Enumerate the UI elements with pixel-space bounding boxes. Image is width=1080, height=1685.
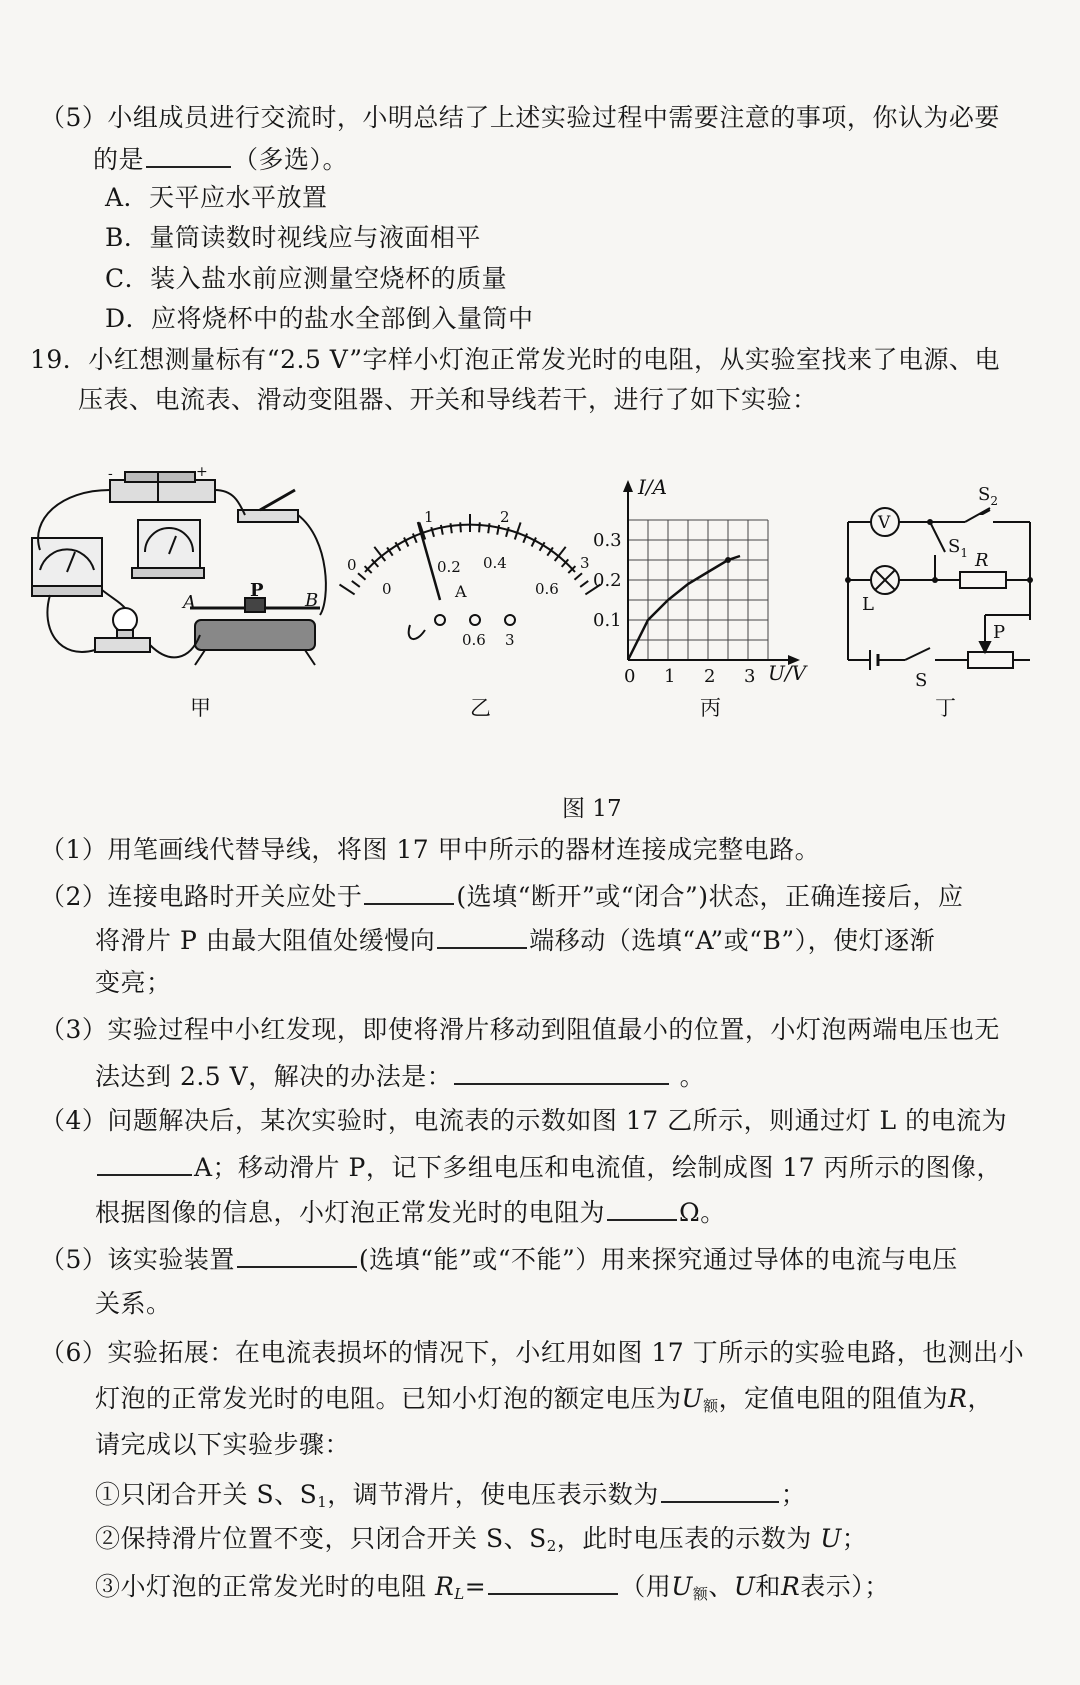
step1-sub: 1	[317, 1493, 328, 1511]
part4-line1: （4）问题解决后，某次实验时，电流表的示数如图 17 乙所示，则通过灯 L 的电流为	[40, 1106, 1008, 1135]
part4-text-c: 根据图像的信息，小灯泡正常发光时的电阻为	[95, 1198, 606, 1227]
step3-u2: U	[733, 1572, 756, 1601]
answer-blank-q18-5[interactable]	[146, 140, 231, 168]
part4-line3	[95, 1193, 726, 1231]
option-a: A．天平应水平放置	[105, 183, 328, 212]
step3-u1-sub: 额	[692, 1585, 709, 1603]
dial-bottom-04: 0.4	[483, 554, 507, 572]
step2	[95, 1521, 867, 1564]
dial-tick	[488, 523, 489, 533]
dial-tick	[575, 573, 583, 580]
part2-text-a: （2）连接电路时开关应处于	[40, 882, 363, 911]
part5-text-b: (选填“能”或“不能”）用来探究通过导体的电流与电压	[358, 1245, 958, 1274]
option-b: B．量筒读数时视线应与液面相平	[105, 223, 481, 252]
part2-line2	[95, 921, 935, 959]
part4-text-b: A；移动滑片 P，记下多组电压和电流值，绘制成图 17 丙所示的图像，	[194, 1153, 1003, 1182]
step3-text-a: ③小灯泡的正常发光时的电阻	[95, 1572, 427, 1601]
dial-tick	[352, 581, 360, 587]
part6-u-sub: 额	[703, 1397, 719, 1415]
ytick-03: 0.3	[593, 530, 622, 551]
schematic-s1-label	[948, 536, 968, 560]
ytick-02: 0.2	[593, 570, 622, 591]
option-d: D．应将烧杯中的盐水全部倒入量筒中	[105, 304, 534, 333]
xtick-1: 1	[664, 666, 676, 687]
dial-tick	[340, 585, 355, 595]
option-c: C．装入盐水前应测量空烧杯的质量	[105, 264, 508, 293]
part6-r: R	[948, 1384, 968, 1413]
figure-caption: 图 17	[562, 796, 622, 822]
dial-tick	[460, 522, 461, 532]
part6-text-b2: ，定值电阻的阻值为	[718, 1384, 949, 1413]
schematic-s2-label	[978, 484, 998, 508]
part3-text-c: 。	[679, 1062, 706, 1091]
rheostat-slider-p: P	[250, 580, 264, 601]
q19-stem-line2: 压表、电流表、滑动变阻器、开关和导线若干，进行了如下实验：	[78, 385, 818, 414]
s1-main: S	[948, 536, 961, 557]
dial-bottom-06: 0.6	[535, 580, 559, 598]
part4-line2	[95, 1148, 1002, 1186]
answer-blank-2-1[interactable]	[364, 877, 454, 905]
iu-curve	[628, 556, 740, 660]
schematic-l-label: L	[862, 594, 874, 615]
dial-tick	[358, 573, 366, 580]
step3-r-sub: L	[454, 1585, 465, 1603]
part1: （1）用笔画线代替导线，将图 17 甲中所示的器材连接成完整电路。	[40, 835, 821, 864]
q19-stem-line1: 19．小红想测量标有“2.5 V”字样小灯泡正常发光时的电阻，从实验室找来了电源、电	[30, 345, 1001, 374]
step2-sub: 2	[546, 1537, 557, 1555]
part3-line2	[95, 1057, 705, 1095]
dial-ticks	[340, 514, 601, 594]
answer-blank-2-2[interactable]	[437, 921, 527, 949]
step3-text-b: （用	[620, 1572, 672, 1601]
node-left	[845, 577, 851, 583]
dial-bottom-zero: 0	[382, 580, 392, 598]
step2-text-b: ，此时电压表的示数为	[556, 1524, 812, 1553]
part5-line1	[40, 1240, 958, 1278]
q18-part5-text-b: （多选）。	[233, 145, 349, 174]
figure-17	[0, 460, 1080, 750]
part6-u: U	[681, 1384, 704, 1413]
figure-ding-schematic	[848, 508, 1030, 670]
answer-blank-3[interactable]	[454, 1057, 669, 1085]
s2-sub: 2	[990, 494, 998, 508]
ytick-01: 0.1	[593, 610, 622, 631]
step3-text-e: 表示）；	[800, 1572, 890, 1601]
answer-blank-4-1[interactable]	[97, 1148, 192, 1176]
terminal-06: 0.6	[462, 631, 486, 649]
schematic-p-label: P	[993, 622, 1006, 643]
dial-tick	[515, 522, 521, 539]
schematic-r-label: R	[975, 550, 989, 571]
step3-r: R	[434, 1572, 455, 1601]
graph-xlabel: U/V	[768, 661, 807, 685]
subfig-label-ding: 丁	[935, 696, 956, 720]
step3-text-c: 、	[708, 1572, 734, 1601]
part5-text-a: （5）该实验装置	[40, 1245, 235, 1274]
graph-grid	[628, 520, 768, 660]
part6-line1: （6）实验拓展：在电流表损坏的情况下，小红用如图 17 丁所示的实验电路，也测出小	[40, 1338, 1025, 1367]
subfig-label-jia: 甲	[190, 696, 211, 720]
part6-text-b3: ，	[967, 1384, 993, 1413]
figure-bing-graph	[623, 480, 800, 665]
dial-top-zero: 0	[347, 556, 357, 574]
part2-text-c: 将滑片 P 由最大阻值处缓慢向	[95, 926, 436, 955]
part3-text-b: 法达到 2.5 V，解决的办法是：	[95, 1062, 453, 1091]
schematic-s-label: S	[915, 670, 928, 691]
curve-endpoint	[725, 557, 731, 563]
xtick-0: 0	[624, 666, 636, 687]
s2-main: S	[978, 484, 991, 505]
dial-unit-a: A	[455, 582, 467, 601]
answer-blank-6-3[interactable]	[488, 1567, 618, 1595]
part6-line3: 请完成以下实验步骤：	[95, 1430, 351, 1459]
rheostat-terminal-a: A	[183, 592, 196, 613]
s1-sub: 1	[960, 546, 968, 560]
step3	[95, 1567, 890, 1612]
answer-blank-6-1[interactable]	[661, 1475, 779, 1503]
step1-text-b: ，调节滑片，使电压表示数为	[327, 1480, 659, 1509]
step2-text-a: ②保持滑片位置不变，只闭合开关 S、S	[95, 1524, 547, 1553]
q18-part5-line2	[93, 140, 348, 178]
dial-top-1: 1	[424, 508, 434, 526]
subfig-label-yi: 乙	[470, 696, 491, 720]
part2-line3: 变亮；	[95, 968, 172, 997]
step3-text-d: 和	[755, 1572, 781, 1601]
part4-text-d: Ω。	[679, 1198, 726, 1227]
dial-tick	[451, 523, 452, 533]
part3-line1: （3）实验过程中小红发现，即使将滑片移动到阻值最小的位置，小灯泡两端电压也无	[40, 1015, 1000, 1044]
step3-u1: U	[671, 1572, 693, 1601]
graph-ylabel: I/A	[638, 475, 668, 499]
dial-top-3: 3	[580, 554, 590, 572]
part2-text-b: (选填“断开”或“闭合”)状态，正确连接后，应	[456, 882, 964, 911]
step2-u: U	[820, 1524, 842, 1553]
step3-eq: =	[464, 1572, 487, 1601]
step2-text-c: ；	[841, 1524, 868, 1553]
terminal-3: 3	[505, 631, 515, 649]
xtick-3: 3	[744, 666, 756, 687]
part6-line2	[95, 1381, 993, 1424]
node-right	[1027, 577, 1033, 583]
part6-text-b1: 灯泡的正常发光时的电阻。已知小灯泡的额定电压为	[95, 1384, 682, 1413]
step3-r2: R	[780, 1572, 801, 1601]
schematic-voltmeter-label: V	[878, 513, 891, 533]
subfig-label-bing: 丙	[700, 696, 721, 720]
step1-text-c: ；	[780, 1480, 807, 1509]
dial-top-2: 2	[500, 508, 510, 526]
figure-jia-apparatus	[32, 472, 326, 665]
answer-blank-5[interactable]	[237, 1240, 357, 1268]
dial-tick	[580, 581, 588, 587]
q18-part5-line1: （5）小组成员进行交流时，小明总结了上述实验过程中需要注意的事项，你认为必要	[40, 103, 1000, 132]
dial-tick	[479, 522, 480, 532]
y-axis-arrow	[623, 480, 633, 492]
part5-line2: 关系。	[95, 1289, 172, 1318]
q18-part5-text-a: 的是	[93, 145, 145, 174]
battery-plus-label: +	[196, 464, 208, 480]
battery-minus-label: -	[108, 466, 113, 482]
step1	[95, 1475, 806, 1520]
rheostat-terminal-b: B	[305, 590, 319, 611]
step1-text-a: ①只闭合开关 S、S	[95, 1480, 318, 1509]
node-mid	[932, 577, 938, 583]
part2-line1	[40, 877, 964, 915]
xtick-2: 2	[704, 666, 716, 687]
node-top	[927, 519, 933, 525]
part2-text-d: 端移动（选填“A”或“B”），使灯逐渐	[529, 926, 936, 955]
answer-blank-4-2[interactable]	[607, 1193, 677, 1221]
dial-bottom-02: 0.2	[437, 558, 461, 576]
